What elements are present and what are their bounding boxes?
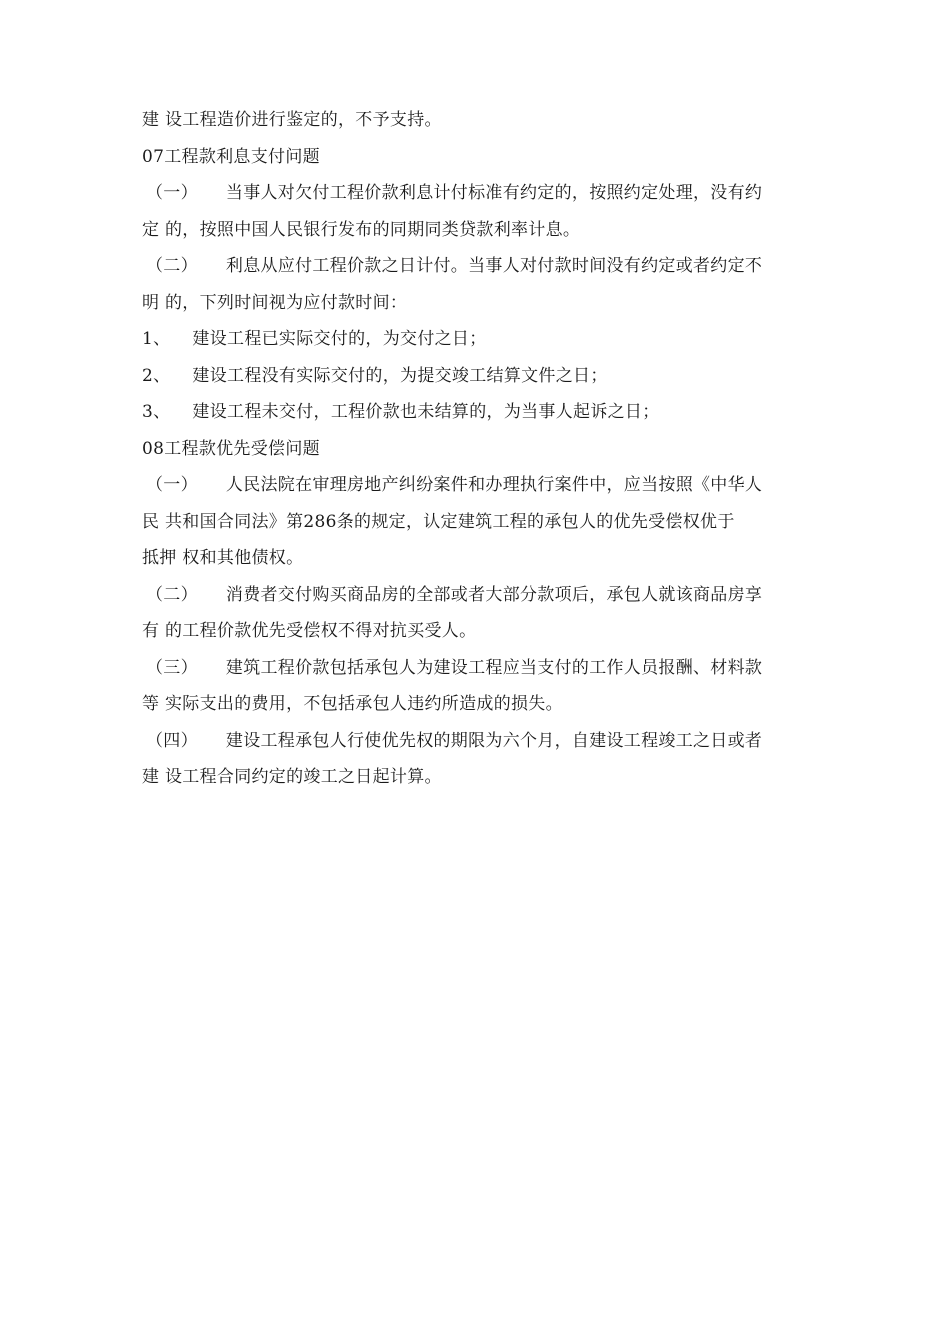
line-text: 等 实际支出的费用，不包括承包人违约所造成的损失。 <box>142 694 563 714</box>
line-text: 消费者交付购买商品房的全部或者大部分款项后，承包人就该商品房享 <box>225 584 763 605</box>
paragraph-line <box>142 650 822 687</box>
line-text: 明 的，下列时间视为应付款时间： <box>142 292 408 313</box>
section-heading-07 <box>142 139 822 176</box>
list-item <box>142 394 822 431</box>
item-label: （二） <box>146 256 198 276</box>
list-item <box>142 321 822 358</box>
line-text: 建筑工程价款包括承包人为建设工程应当支付的工作人员报酬、材料款 <box>225 657 763 678</box>
line-text: 有 的工程价款优先受偿权不得对抗买受人。 <box>142 621 477 641</box>
heading-text: 07工程款利息支付问题 <box>142 146 320 167</box>
paragraph-line <box>142 212 822 249</box>
item-label: （四） <box>146 730 198 751</box>
line-text: 建 设工程合同约定的竣工之日起计算。 <box>142 767 442 787</box>
paragraph-line <box>142 613 822 650</box>
line-text: 民 共和国合同法》第286条的规定，认定建筑工程的承包人的优先受偿权优于 <box>142 511 735 532</box>
heading-text: 08工程款优先受偿问题 <box>142 438 320 459</box>
paragraph-line <box>142 686 822 723</box>
paragraph-line <box>142 175 822 212</box>
line-text: 定 的，按照中国人民银行发布的同期同类贷款利率计息。 <box>142 219 581 240</box>
line-text: 建设工程没有实际交付的，为提交竣工结算文件之日； <box>192 365 608 386</box>
item-number: 1、 <box>142 329 171 349</box>
item-label: （二） <box>146 584 198 605</box>
line-text: 利息从应付工程价款之日计付。当事人对付款时间没有约定或者约定不 <box>225 256 763 276</box>
paragraph-line <box>142 102 822 139</box>
line-text: 建 设工程造价进行鉴定的，不予支持。 <box>142 110 442 130</box>
paragraph-line <box>142 504 822 541</box>
item-label: （一） <box>146 183 198 203</box>
item-label: （三） <box>146 657 198 678</box>
paragraph-line <box>142 723 822 760</box>
paragraph-line <box>142 467 822 504</box>
line-text: 建设工程承包人行使优先权的期限为六个月，自建设工程竣工之日或者 <box>225 730 763 751</box>
paragraph-line <box>142 248 822 285</box>
line-text: 建设工程未交付，工程价款也未结算的，为当事人起诉之日； <box>192 402 660 422</box>
item-number: 2、 <box>142 365 171 386</box>
list-item <box>142 358 822 395</box>
line-text: 当事人对欠付工程价款利息计付标准有约定的，按照约定处理，没有约 <box>225 183 763 203</box>
paragraph-line <box>142 577 822 614</box>
line-text: 人民法院在审理房地产纠纷案件和办理执行案件中，应当按照《中华人 <box>225 475 763 495</box>
line-text: 抵押 权和其他债权。 <box>142 548 304 568</box>
section-heading-08 <box>142 431 822 468</box>
line-text: 建设工程已实际交付的，为交付之日； <box>192 329 487 349</box>
paragraph-line <box>142 759 822 796</box>
item-number: 3、 <box>142 402 171 422</box>
paragraph-line <box>142 285 822 322</box>
paragraph-line <box>142 540 822 577</box>
item-label: （一） <box>146 475 198 495</box>
document-body <box>142 102 822 796</box>
